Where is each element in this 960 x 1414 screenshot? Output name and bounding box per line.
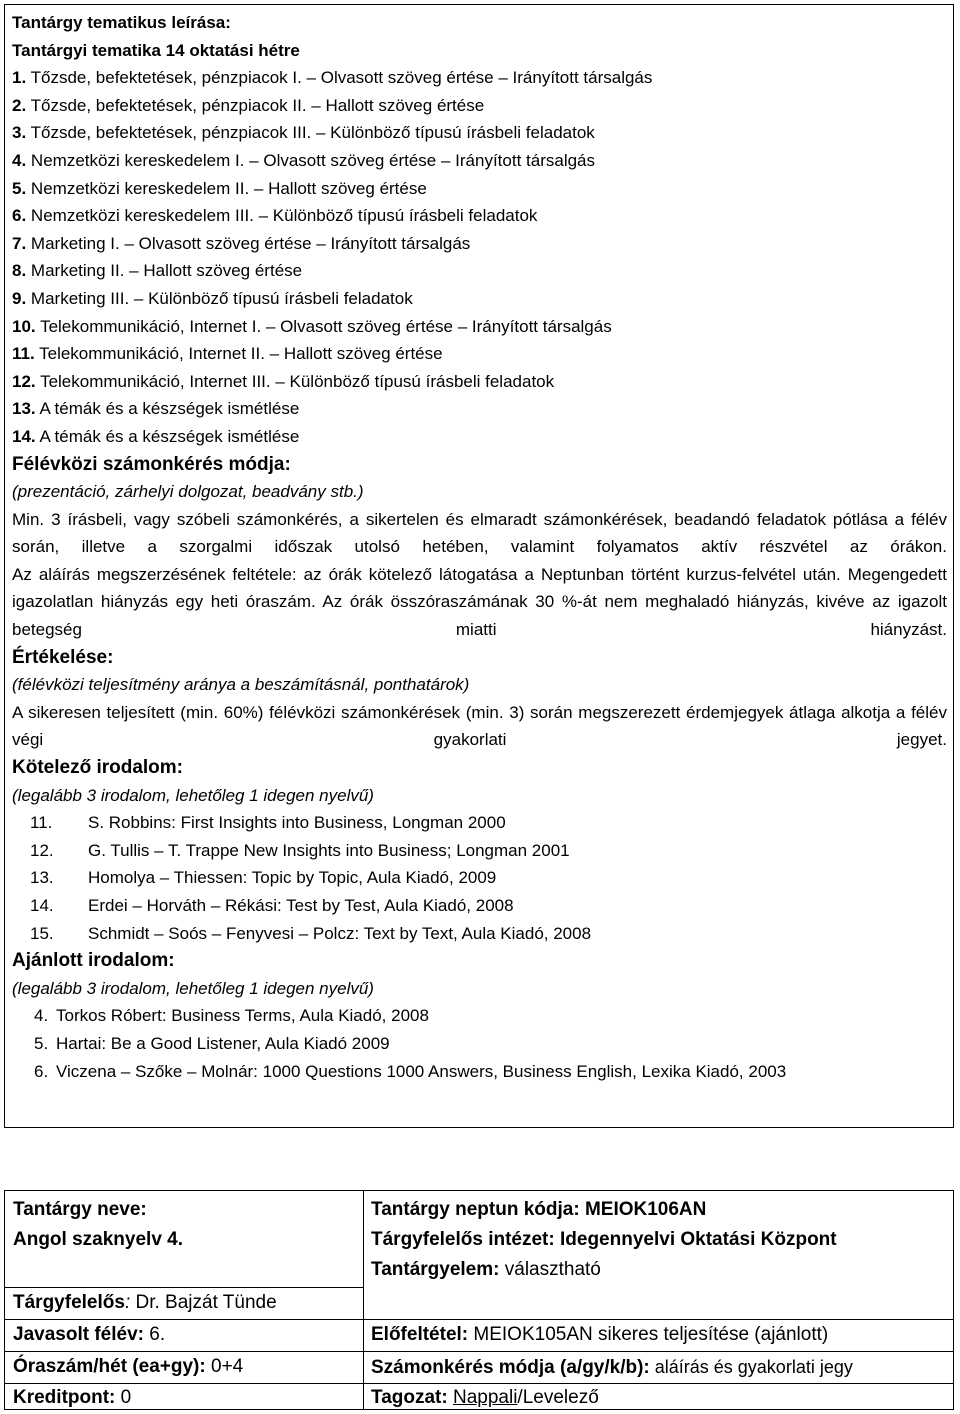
- hours-row: Óraszám/hét (ea+gy): 0+4: [13, 1356, 244, 1377]
- required-lit-item: [12, 892, 953, 920]
- topic-item-number: 9.: [12, 288, 27, 308]
- required-lit-item-number: 12.: [30, 840, 54, 860]
- course-data-right-column: [363, 1191, 953, 1409]
- topic-item-number: 6.: [12, 206, 27, 226]
- topic-item-text: Telekommunikáció, Internet III. – Különböző típusú írásbeli feladatok: [40, 371, 555, 391]
- topic-item-number: 5.: [12, 178, 27, 198]
- required-lit-note: (legalább 3 irodalom, lehetőleg 1 idegen nyelvű): [12, 785, 374, 805]
- topic-item-text: Nemzetközi kereskedelem III. – Különböző típusú írásbeli feladatok: [30, 206, 538, 226]
- required-lit-item-text: G. Tullis – T. Trappe New Insights into Business; Longman 2001: [88, 840, 570, 860]
- topic-item-text: Marketing II. – Hallott szöveg értése: [30, 261, 303, 281]
- topics-heading: Tantárgy tematikus leírása:: [12, 13, 231, 32]
- required-lit-item-number: 11.: [30, 813, 53, 833]
- topic-item-text: Marketing III. – Különböző típusú írásbeli feladatok: [30, 288, 413, 308]
- evaluation-note: (félévközi teljesítmény aránya a beszámításnál, ponthatárok): [12, 675, 470, 695]
- topic-item: [12, 257, 953, 285]
- midterm-paragraph-2: Az aláírás megszerzésének feltétele: az órák kötelező látogatása a Neptunban történt kurzus-felvétel után. Megengedett igazolatlan hiányzás egy heti óraszám. Az órák összóraszámának 30 %-át nem meghaladó hiányzás, kivéve az igazolt betegség miatti hiányzást.: [12, 564, 947, 640]
- topic-item: [12, 340, 953, 368]
- topic-item-number: 12.: [12, 371, 36, 391]
- topic-item-text: Nemzetközi kereskedelem I. – Olvasott szöveg értése – Irányított társalgás: [30, 150, 596, 170]
- topic-item-number: 1.: [12, 68, 27, 88]
- topic-item: [12, 202, 953, 230]
- institute-row: Tárgyfelelős intézet: Idegennyelvi Oktatási Központ: [371, 1229, 837, 1250]
- topic-item-text: A témák és a készségek ismétlése: [39, 399, 300, 419]
- topic-item-text: Tőzsde, befektetések, pénzpiacok I. – Olvasott szöveg értése – Irányított társalgás: [30, 68, 653, 88]
- evaluation-paragraph: A sikeresen teljesített (min. 60%) félévközi számonkérések (min. 3) során megszerezett érdemjegyek átlaga alkotja a félév végi gyakorlati jegyet.: [12, 702, 947, 750]
- required-lit-item-text: Erdei – Horváth – Rékási: Test by Test, Aula Kiadó, 2008: [88, 896, 514, 915]
- topic-item-number: 13.: [12, 399, 36, 419]
- required-lit-item-number: 15.: [30, 923, 54, 943]
- topic-item: [12, 64, 953, 92]
- prerequisite-row: Előfeltétel: MEIOK105AN sikeres teljesítése (ajánlott): [371, 1324, 829, 1345]
- required-lit-item: [12, 809, 953, 837]
- midterm-note: (prezentáció, zárhelyi dolgozat, beadvány stb.): [12, 482, 364, 502]
- course-name-label: Tantárgy neve:: [13, 1199, 147, 1220]
- recommended-lit-item: [12, 1030, 953, 1058]
- topic-item: [12, 313, 953, 341]
- required-lit-item-text: S. Robbins: First Insights into Business, Longman 2000: [88, 813, 506, 833]
- topic-item: [12, 423, 953, 451]
- evaluation-heading: Értékelése:: [12, 646, 114, 668]
- required-lit-item: [12, 837, 953, 865]
- course-name-value: Angol szaknyelv 4.: [13, 1229, 184, 1250]
- course-data-table: [4, 1190, 954, 1410]
- course-description-box: [4, 4, 954, 1128]
- topic-item: [12, 119, 953, 147]
- recommended-lit-list: [12, 1002, 953, 1085]
- topic-list: [12, 64, 953, 450]
- topic-item-number: 11.: [12, 344, 35, 364]
- section-row: Tagozat: Nappali/Levelező: [371, 1387, 599, 1408]
- topic-item-number: 10.: [12, 316, 36, 336]
- required-lit-item-text: Schmidt – Soós – Fenyvesi – Polcz: Text by Text, Aula Kiadó, 2008: [88, 923, 592, 943]
- exam-method-row: Számonkérés módja (a/gy/k/b): aláírás és gyakorlati jegy: [371, 1357, 853, 1378]
- topic-item: [12, 368, 953, 396]
- required-lit-heading: Kötelező irodalom:: [12, 757, 184, 779]
- recommended-lit-item-text: Viczena – Szőke – Molnár: 1000 Questions 1000 Answers, Business English, Lexika Kiadó, 2003: [56, 1061, 787, 1081]
- topic-item-text: Tőzsde, befektetések, pénzpiacok II. – Hallott szöveg értése: [30, 95, 485, 115]
- topic-item-text: Nemzetközi kereskedelem II. – Hallott szöveg értése: [30, 178, 427, 198]
- required-lit-item: [12, 864, 953, 892]
- recommended-lit-item-number: 4.: [34, 1006, 49, 1026]
- recommended-lit-item-text: Torkos Róbert: Business Terms, Aula Kiadó, 2008: [56, 1006, 429, 1026]
- recommended-lit-item: [12, 1058, 953, 1086]
- recommended-lit-item-number: 5.: [34, 1033, 49, 1053]
- topic-item: [12, 92, 953, 120]
- topic-item-number: 8.: [12, 261, 27, 281]
- credit-row: Kreditpont: 0: [13, 1387, 132, 1408]
- topic-item: [12, 147, 953, 175]
- recommended-lit-note: (legalább 3 irodalom, lehetőleg 1 idegen nyelvű): [12, 978, 374, 998]
- course-element-row: Tantárgyelem: választható: [371, 1259, 601, 1280]
- required-lit-list: [12, 809, 953, 947]
- neptun-code-row: Tantárgy neptun kódja: MEIOK106AN: [371, 1199, 707, 1220]
- required-lit-item-number: 14.: [30, 896, 54, 915]
- midterm-paragraph-1: Min. 3 írásbeli, vagy szóbeli számonkérés, a sikertelen és elmaradt számonkérések, beadandó feladatok pótlása a félév során, illetve a szorgalmi időszak utolsó hetében, valamint folyamatos aktív részvétel az órákon.: [12, 509, 947, 557]
- topic-item-number: 14.: [12, 426, 36, 446]
- topic-item: [12, 285, 953, 313]
- recommended-lit-item-text: Hartai: Be a Good Listener, Aula Kiadó 2009: [56, 1033, 390, 1053]
- topic-item-text: A témák és a készségek ismétlése: [39, 426, 300, 446]
- recommended-lit-heading: Ajánlott irodalom:: [12, 950, 175, 972]
- topic-item-number: 2.: [12, 95, 27, 115]
- required-lit-item: [12, 920, 953, 948]
- topics-subheading: Tantárgyi tematika 14 oktatási hétre: [12, 40, 300, 60]
- topic-item: [12, 175, 953, 203]
- midterm-heading: Félévközi számonkérés módja:: [12, 453, 291, 475]
- recommended-lit-item: [12, 1002, 953, 1030]
- required-lit-item-number: 13.: [30, 868, 54, 888]
- recommended-lit-item-number: 6.: [34, 1061, 49, 1081]
- semester-row: Javasolt félév: 6.: [13, 1324, 166, 1345]
- topic-item-text: Telekommunikáció, Internet II. – Hallott szöveg értése: [39, 344, 443, 364]
- topic-item-text: Telekommunikáció, Internet I. – Olvasott szöveg értése – Irányított társalgás: [40, 316, 612, 336]
- topic-item: [12, 230, 953, 258]
- topic-item-text: Marketing I. – Olvasott szöveg értése – Irányított társalgás: [30, 233, 471, 253]
- topic-item-number: 3.: [12, 123, 27, 143]
- course-data-left-column: [5, 1191, 364, 1409]
- responsible-row: Tárgyfelelős: Dr. Bajzát Tünde: [13, 1292, 277, 1313]
- required-lit-item-text: Homolya – Thiessen: Topic by Topic, Aula Kiadó, 2009: [88, 868, 497, 888]
- topic-item-number: 7.: [12, 233, 27, 253]
- topic-item-number: 4.: [12, 150, 27, 170]
- topic-item-text: Tőzsde, befektetések, pénzpiacok III. – Különböző típusú írásbeli feladatok: [30, 123, 595, 143]
- topic-item: [12, 395, 953, 423]
